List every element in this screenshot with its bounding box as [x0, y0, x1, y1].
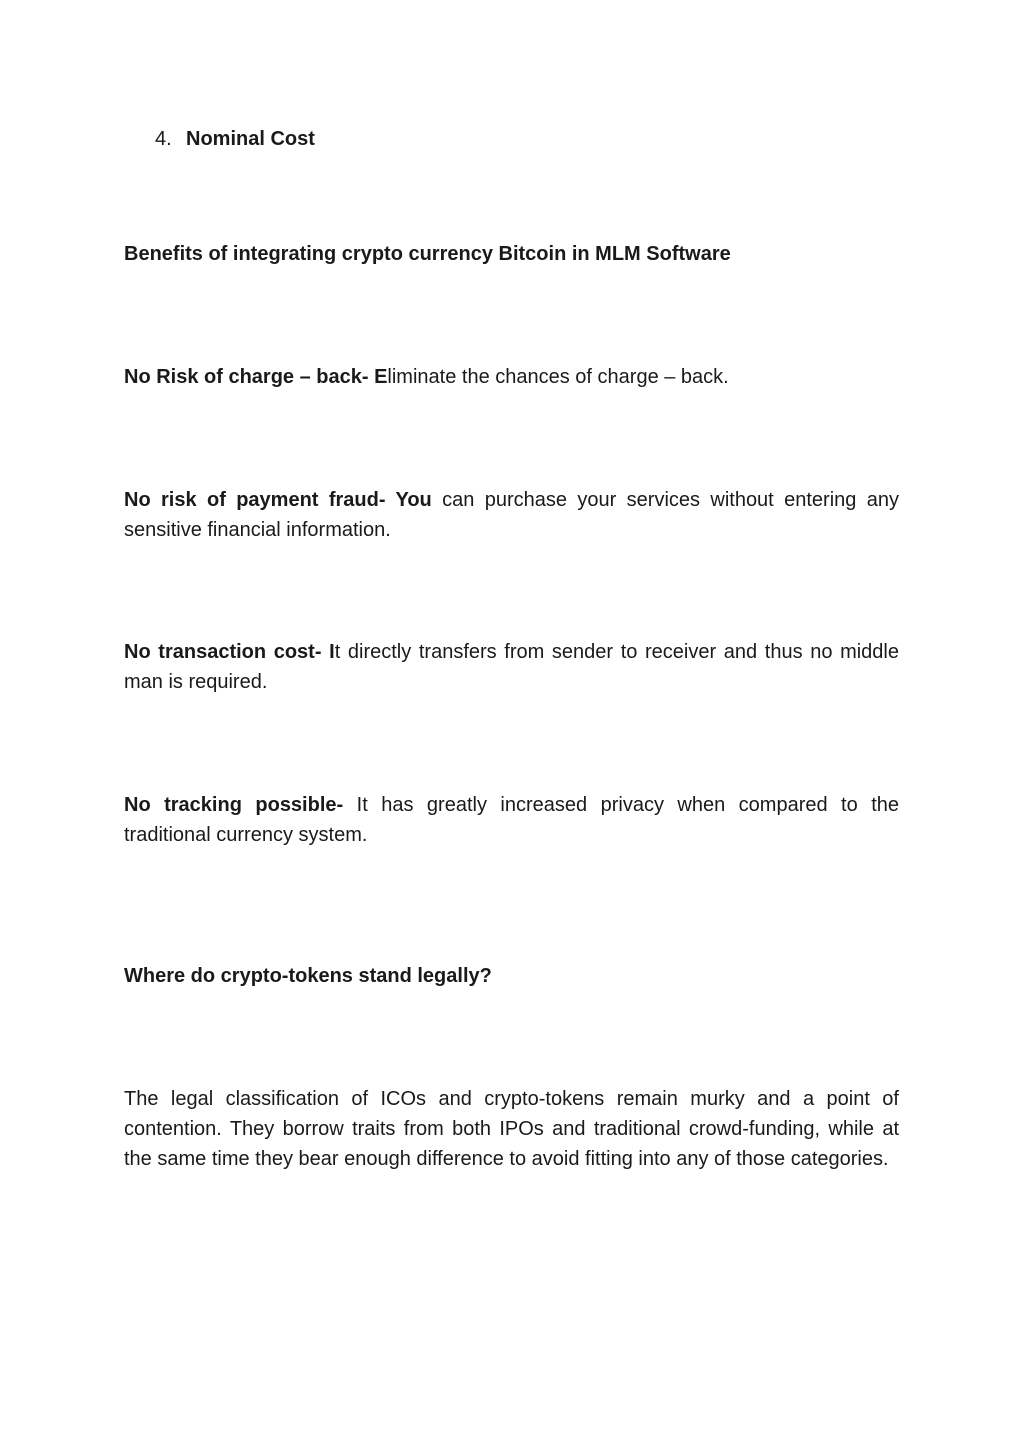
- benefit-lead: No risk of payment fraud- You: [124, 489, 432, 511]
- section-heading-legal: Where do crypto-tokens stand legally?: [124, 965, 492, 987]
- benefit-text: liminate the chances of charge – back.: [387, 366, 729, 388]
- list-item-nominal-cost: [155, 124, 315, 154]
- benefit-paragraph-transaction-cost: [124, 637, 899, 697]
- benefit-lead: No Risk of charge – back- E: [124, 366, 388, 388]
- benefit-text: It has greatly increased privacy when compared to the traditional currency system.: [124, 794, 900, 846]
- benefit-paragraph-tracking: [124, 790, 899, 850]
- benefit-text: can purchase your services without entering any sensitive financial information.: [124, 489, 899, 541]
- legal-paragraph: The legal classification of ICOs and crypto-tokens remain murky and a point of contention. They borrow traits from both IPOs and traditional crowd-funding, while at the same time they bear enough difference to avoid fitting into any of those categories.: [124, 1088, 899, 1170]
- section-heading-benefits: Benefits of integrating crypto currency Bitcoin in MLM Software: [124, 243, 731, 265]
- benefit-text: t directly transfers from sender to receiver and thus no middle man is required.: [124, 641, 899, 693]
- benefit-lead: No transaction cost- I: [124, 641, 335, 663]
- list-item-label: Nominal Cost: [186, 128, 315, 150]
- list-item-number: 4.: [155, 128, 172, 150]
- benefit-paragraph-charge-back: [124, 362, 899, 392]
- benefit-paragraph-payment-fraud: [124, 485, 899, 545]
- benefit-lead: No tracking possible-: [124, 794, 344, 816]
